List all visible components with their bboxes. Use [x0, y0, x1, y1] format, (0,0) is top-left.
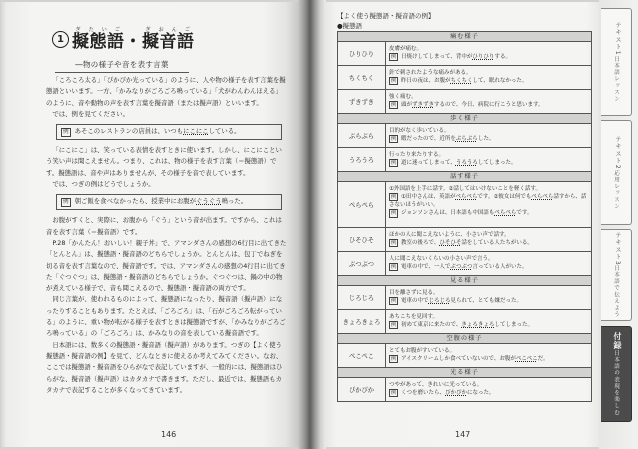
group-header: 空腹の様子 [338, 334, 592, 344]
example-label: 例 [63, 129, 69, 136]
meaning-cell [386, 148, 592, 172]
example-line [389, 135, 588, 143]
group-header: 話す様子 [338, 172, 592, 182]
table-row [338, 182, 592, 228]
group-header-row [338, 334, 592, 344]
meaning-text: 行ったり来たりする。 [389, 151, 445, 158]
paragraph: 同じ言葉が、使われるものによって、擬態語になったり、擬音語（擬声語）になったりすることもあります。たとえば、「ごろごろ」は、「石がごろごろ転がっている」のように、重い物が転がる様子を表すときは擬態語ですが、「かみなりがごろごろ鳴っている」の「ごろごろ」は、かみなりの音を表している擬音語です。 [46, 295, 286, 338]
example-line [389, 193, 588, 210]
example-line [389, 239, 588, 247]
prompt-1: では、例を見てください。 [52, 109, 130, 118]
example-line [389, 53, 588, 61]
page-number-left: 146 [161, 430, 177, 439]
meaning-cell [386, 378, 592, 402]
word-cell: ひりひり [338, 42, 386, 66]
word-cell: ぶつぶつ [338, 252, 386, 276]
meaning-cell [386, 66, 592, 90]
highlighted-onomatopoeia: ずきずき [412, 101, 435, 108]
word-cell: ひそひそ [338, 228, 386, 252]
title-main-a: 擬態語 [72, 32, 125, 52]
example-text: くつを磨いたら、ぴかぴかになった。 [401, 389, 495, 396]
word-cell: ぴかぴか [338, 378, 386, 402]
body-text [46, 75, 288, 396]
example-text: 頭がずきずきするので、今日、病院に行こうと思います。 [401, 101, 544, 108]
table-row [338, 344, 592, 368]
right-page [324, 2, 599, 447]
meaning-text: ほかの人に聞こえないように、小さい声で話す。 [389, 231, 510, 238]
example-label: 例 [63, 199, 69, 206]
explanation-1: 「にこにこ」は、笑っている表情を表すときに使います。しかし、にこにこという笑い声は聞こえません。つまり、これは、物の様子を表す言葉（＝擬態語）です。擬態語は、音や声はありませんが、その様子を音で表しています。 [46, 146, 282, 177]
example-text: 電車の中でじろじろ見られて、とても嫌だった。 [401, 297, 522, 304]
table-row [338, 228, 592, 252]
book-gutter-shadow [298, 0, 326, 449]
word-cell: ぺこぺこ [338, 344, 386, 368]
meaning-text: つやがあって、きれいに光っている。 [389, 381, 483, 388]
page-subtitle: ―物の様子や音を表す言葉 [55, 59, 189, 73]
group-header-row [338, 276, 592, 286]
example-text: 暇だったので、近所をぶらぶらした。 [401, 135, 495, 142]
meaning-text: あちこちを見回す。 [389, 313, 439, 320]
index-tab-appendix [601, 326, 632, 422]
meaning-cell [386, 252, 592, 276]
highlighted-onomatopoeia: ひりひり [472, 53, 495, 60]
highlighted-onomatopoeia: ぺらぺら [455, 193, 478, 200]
example-line [389, 159, 588, 167]
meaning-cell [386, 42, 592, 66]
example-line [389, 77, 588, 85]
example-line [389, 389, 588, 397]
highlighted-onomatopoeia: ちくちく [450, 77, 473, 84]
highlighted-onomatopoeia: ぴかぴか [445, 389, 468, 396]
example-label: 例 [391, 210, 397, 217]
meaning-cell [386, 344, 592, 368]
example-label: 例 [391, 321, 397, 328]
example-label: 例 [391, 239, 397, 246]
example-box-1 [56, 124, 282, 140]
word-cell: ちくちく [338, 66, 386, 90]
table-row [338, 252, 592, 276]
section-label: ●擬態語 [337, 22, 363, 30]
title-furigana-b: ぎおんご [142, 27, 195, 33]
example-text: あそこのレストランの店員は、いつもにこにこしている。 [74, 127, 241, 136]
example-line [389, 355, 588, 363]
title-text [72, 27, 195, 52]
group-header-row [338, 114, 592, 124]
example-label: 例 [391, 389, 397, 396]
meaning-cell [386, 90, 592, 114]
tab-title: 日本語レッスン [613, 55, 619, 102]
title-main-b: 擬音語 [142, 32, 195, 52]
example-text: 電車の中で、一人でぶつぶつ言っている人がいた。 [401, 263, 528, 270]
group-header: 見る様子 [338, 276, 592, 286]
tab-title: 日本語の表現を楽しむ [613, 350, 619, 416]
tab-label: 付録 [613, 332, 622, 350]
tab-title: 日本語で伝えよう [613, 265, 619, 319]
table-row [338, 124, 592, 148]
word-cell: ずきずき [338, 90, 386, 114]
word-cell: ぶらぶら [338, 124, 386, 148]
table-row [338, 66, 592, 90]
group-header: 歩く様子 [338, 114, 592, 124]
word-cell: うろうろ [338, 148, 386, 172]
intro-paragraph: 「ころころ太る」「ぴかぴか光っている」のように、人や物の様子を表す言葉を擬態語といいます。一方、「かみなりがごろごろ鳴っている」「犬がわんわんほえる」のように、音や動物の声を表す言葉を擬音語（または擬声語）といいます。 [46, 76, 286, 107]
highlighted-onomatopoeia: ぺらぺら [531, 193, 554, 200]
table-row [338, 310, 592, 334]
example-box-2 [56, 194, 282, 210]
group-header: 光る様子 [338, 368, 592, 378]
example-label: 例 [391, 355, 397, 362]
page-number-right: 147 [455, 430, 471, 439]
title-separator: ・ [124, 32, 142, 52]
meaning-text: ①外国語を上手に話す。②話してはいけないことを軽く話す。 [389, 185, 541, 192]
meaning-text: 皮膚が痛む。 [389, 45, 423, 52]
highlighted-onomatopoeia: ぺらぺら [494, 210, 517, 217]
meaning-cell [386, 124, 592, 148]
example-label: 例 [391, 193, 397, 200]
example-label: 例 [391, 297, 397, 304]
paragraph: P.28「かんたん！おいしい！親子丼」で、アマンダさんの感想の6行目に出てきた「とんとん」は、擬態語・擬音語のどちらでしょうか。とんとんは、包丁でねぎを切る音を表す言葉なので、擬音語です。では、アマンダさんの感想の4行目に出てきた「ぐつぐつ」は、擬態語・擬音語のどちらでしょうか。ぐつぐつは、鍋の中の物が煮えている様子で、音も聞こえるので、擬態語・擬音語の両方です。 [46, 238, 287, 293]
highlighted-onomatopoeia: にこにこ [183, 127, 209, 136]
explanation-2: お腹がすくと、実際に、お腹から「ぐう」という音が出ます。ですから、これは音を表す言葉（＝擬音語）です。 [46, 216, 282, 236]
index-tabs [599, 0, 638, 449]
meaning-text: 人に聞こえないくらいの小さい声で言う。 [389, 255, 494, 262]
group-header-row [338, 368, 592, 378]
meaning-cell [386, 182, 592, 228]
example-text: 道に迷ってしまって、うろうろしてしまった。 [401, 159, 517, 166]
meaning-cell [386, 228, 592, 252]
chapter-number-circle: 1 [52, 31, 69, 48]
example-text: 昨日の夜は、お腹がちくちくして、眠れなかった。 [401, 77, 528, 84]
index-tab-text-3 [601, 229, 632, 321]
example-line [389, 101, 588, 109]
table-row [338, 42, 592, 66]
tab-title: 応用レッスン [613, 169, 619, 210]
example-label: 例 [391, 263, 397, 270]
table-heading: 【よく使う擬態語・擬音語の例】 [337, 12, 435, 20]
meaning-text: とてもお腹がすいている。 [389, 347, 456, 354]
meaning-text: 目を離さずに見る。 [389, 289, 439, 296]
table-row [338, 378, 592, 402]
example-line [389, 263, 588, 271]
meaning-text: 強く痛む。 [389, 93, 417, 100]
example-text: 朝ご飯を食べなかったら、授業中にお腹がぐうぐう鳴った。 [74, 197, 248, 206]
highlighted-onomatopoeia: ぺこぺこ [515, 355, 538, 362]
highlighted-onomatopoeia: じろじろ [428, 297, 451, 304]
example-line [389, 321, 588, 329]
tab-label: テキスト1 [614, 22, 621, 56]
example-label: 例 [391, 77, 397, 84]
tab-label: テキスト2 [614, 135, 621, 170]
prompt-2: では、つぎの例はどうでしょうか。 [52, 180, 155, 189]
example-text: 教室の後ろで、ひそひそ話をしている人たちがいる。 [401, 239, 533, 246]
example-text: アイスクリームしか食べていないので、お腹がぺこぺこだ。 [401, 355, 549, 362]
highlighted-onomatopoeia: うろうろ [455, 159, 478, 166]
example-line [389, 209, 588, 217]
meaning-cell [386, 310, 592, 334]
group-header-row [338, 32, 592, 42]
example-label: 例 [391, 135, 397, 142]
word-cell: きょろきょろ [338, 310, 386, 334]
onomatopoeia-table [337, 31, 592, 402]
group-header-row [338, 172, 592, 182]
meaning-text: 針で刺されたような痛みがある。 [389, 69, 472, 76]
example-label: 例 [391, 159, 397, 166]
highlighted-onomatopoeia: ひそひそ [439, 239, 462, 246]
tab-label: テキスト3 [614, 231, 621, 266]
example-text: ①田中さんは、英語がぺらぺらです。②彼女は何でもぺらぺら話すから、話さないほうがいい。 [389, 193, 587, 209]
paragraph: 日本語には、数多くの擬態語・擬音語（擬声語）があります。つぎの【よく使う擬態語・擬音語の例】を見て、どんなときに使えるか考えてみてください。なお、ここでは擬態語・擬音語をひらがなで表記していますが、一般的には、擬態語はひらがな、擬音語（擬声語）はカタカナで書きます。ただし、最近では、擬態語もカタカナで表記することが多くなってきています。 [46, 340, 283, 394]
page-title [52, 27, 195, 52]
index-tab-text-2 [601, 120, 632, 225]
highlighted-onomatopoeia: きょろきょろ [461, 321, 495, 328]
highlighted-onomatopoeia: ぐうぐう [196, 197, 222, 206]
example-label: 例 [391, 53, 397, 60]
table-row [338, 148, 592, 172]
example-text: ジョンソンさんは、日本語も中国語もぺらぺらです。 [401, 210, 533, 217]
index-tab-text-1 [601, 8, 632, 116]
meaning-text: 目的がなく歩いている。 [389, 127, 450, 134]
title-ruby-a [72, 27, 125, 52]
example-text: 初めて東京に来たので、きょろきょろしてしまった。 [401, 321, 533, 328]
word-cell: じろじろ [338, 286, 386, 310]
table-row [338, 90, 592, 114]
example-line [389, 297, 588, 305]
example-label: 例 [391, 101, 397, 108]
table-row [338, 286, 592, 310]
word-cell: ぺらぺら [338, 182, 386, 228]
title-furigana-a: ぎたいご [72, 27, 125, 33]
highlighted-onomatopoeia: ぶらぶら [455, 135, 478, 142]
meaning-cell [386, 286, 592, 310]
example-text: 日焼けしてしまって、背中がひりひりする。 [401, 53, 511, 60]
left-page [1, 2, 301, 447]
group-header: 痛む様子 [338, 32, 592, 42]
highlighted-onomatopoeia: ぶつぶつ [450, 263, 473, 270]
title-ruby-b [142, 27, 195, 52]
